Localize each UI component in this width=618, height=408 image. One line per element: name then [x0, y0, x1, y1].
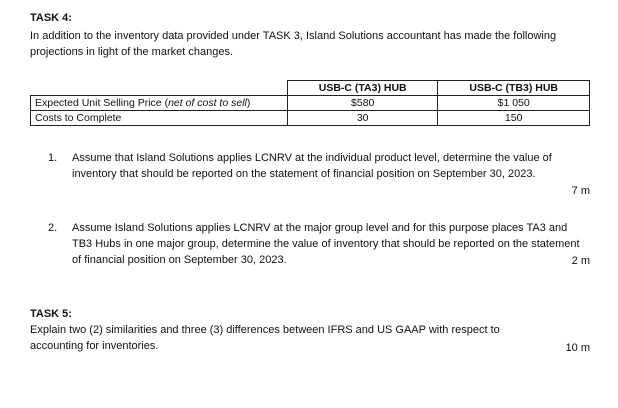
- task5-text: Explain two (2) similarities and three (3) differences between IFRS and US GAAP with respect to accounting for inventories.: [30, 324, 500, 352]
- label-text: Expected Unit Selling Price (: [35, 97, 169, 109]
- value-tb3-costs-to-complete: 150: [438, 111, 590, 126]
- question-1: [48, 150, 590, 182]
- value-ta3-costs-to-complete: 30: [288, 111, 438, 126]
- task4-intro: In addition to the inventory data provided under TASK 3, Island Solutions accountant has made the following projections in light of the market changes.: [30, 30, 557, 58]
- question-1-number: 1.: [48, 152, 58, 164]
- table-row: [31, 111, 590, 126]
- question-1-text: Assume that Island Solutions applies LCNRV at the individual product level, determine the value of inventory that should be reported on the statement of financial position on September 30, 2023.: [72, 152, 552, 180]
- question-2-marks: 2 m: [571, 255, 590, 267]
- header-tb3: USB-C (TB3) HUB: [438, 81, 590, 96]
- value-tb3-selling-price: $1 050: [438, 96, 590, 111]
- table-header-row: [31, 81, 590, 96]
- task5-title: TASK 5:: [30, 308, 72, 320]
- header-ta3: USB-C (TA3) HUB: [288, 81, 438, 96]
- task4-title: TASK 4:: [30, 12, 72, 24]
- question-2-number: 2.: [48, 222, 58, 234]
- row-label-selling-price: [31, 96, 288, 111]
- label-end-text: ): [246, 97, 251, 109]
- label-text: Costs to Complete: [35, 112, 122, 124]
- question-2: [48, 220, 590, 268]
- header-blank-cell: [31, 81, 288, 96]
- task5-marks: 10 m: [565, 342, 590, 354]
- value-ta3-selling-price: $580: [288, 96, 438, 111]
- table-row: [31, 96, 590, 111]
- question-1-marks: 7 m: [571, 185, 590, 197]
- question-2-text: Assume Island Solutions applies LCNRV at the major group level and for this purpose places TA3 and TB3 Hubs in one major group, determine the value of inventory that should be reported on the statement of financial position on September 30, 2023.: [72, 222, 580, 266]
- row-label-costs-to-complete: [31, 111, 288, 126]
- projections-table: [30, 80, 590, 126]
- label-italic-text: net of cost to sell: [168, 97, 247, 109]
